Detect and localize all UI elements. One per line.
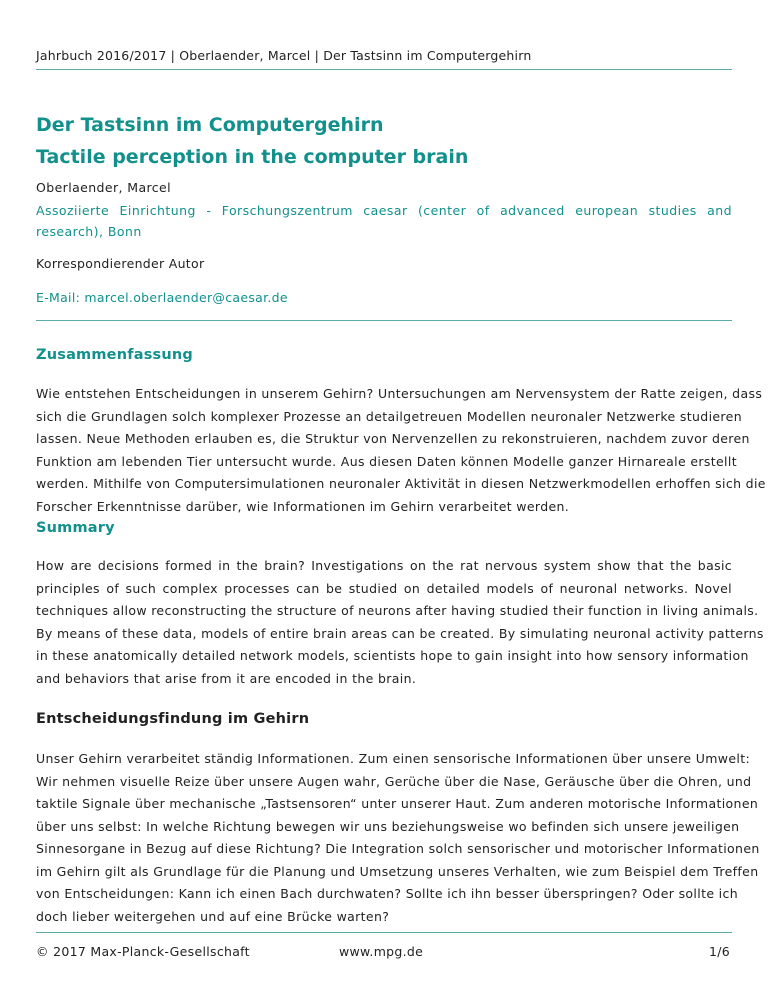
corresponding-author-label: Korrespondierender Autor: [36, 256, 205, 271]
summary-heading: Summary: [36, 520, 115, 536]
author-email-link[interactable]: E-Mail: marcel.oberlaender@caesar.de: [36, 290, 288, 305]
zusammenfassung-paragraph: [36, 383, 766, 518]
text-line: Forscher Erkenntnisse darüber, wie Informationen im Gehirn verarbeitet werden.: [36, 498, 570, 514]
text-line: Unser Gehirn verarbeitet ständig Informationen. Zum einen sensorische Informationen über unsere Umwelt:: [36, 751, 751, 766]
footer-page-number: 1/6: [708, 944, 730, 959]
text-line: in these anatomically detailed network models, scientists hope to gain insight into how sensory information: [36, 648, 749, 663]
text-line: im Gehirn gilt als Grundlage für die Planung und Umsetzung unseres Verhalten, wie zum Beispiel dem Treffen: [36, 863, 759, 879]
text-line: Funktion am lebenden Tier untersucht wurde. Aus diesen Daten können Modelle ganzer Hirnareale erstellt: [36, 453, 737, 469]
text-line: Sinnesorgane in Bezug auf diese Richtung? Die Integration solch sensorischer und motorischer Informationen: [36, 841, 760, 856]
text-line: By means of these data, models of entire brain areas can be created. By simulating neuronal activity patterns: [36, 625, 764, 641]
text-line: sich die Grundlagen solch komplexer Prozesse an detailgetreuen Modellen neuronaler Netzwerke studieren: [36, 408, 742, 424]
section-heading: Entscheidungsfindung im Gehirn: [36, 711, 310, 727]
text-line: werden. Mithilfe von Computersimulationen neuronaler Aktivität in diesen Netzwerkmodellen erhoffen sich die: [36, 476, 766, 491]
zusammenfassung-heading: Zusammenfassung: [36, 347, 194, 363]
article-title-english: Tactile perception in the computer brain: [36, 146, 469, 168]
text-line: über uns selbst: In welche Richtung bewegen wir uns beziehungsweise wo befinden sich unsere jeweiligen: [36, 818, 740, 834]
text-line: principles of such complex processes can be studied on detailed models of neuronal networks. Novel: [36, 580, 732, 596]
article-title-german: Der Tastsinn im Computergehirn: [36, 114, 384, 136]
text-line: taktile Signale über mechanische „Tastsensoren“ unter unserer Haut. Zum anderen motorische Informationen: [36, 796, 759, 811]
summary-paragraph: [36, 555, 764, 690]
text-line: Wie entstehen Entscheidungen in unserem Gehirn? Untersuchungen am Nervensystem der Ratte zeigen, dass: [36, 386, 763, 401]
text-line: von Entscheidungen: Kann ich einen Bach durchwaten? Sollte ich ihn besser überspringen? Oder sollte ich: [36, 886, 739, 901]
title-block-divider: [36, 320, 732, 321]
footer-copyright: © 2017 Max-Planck-Gesellschaft: [36, 944, 250, 959]
header-divider: [36, 69, 732, 70]
footer-divider: [36, 932, 732, 933]
text-line: and behaviors that arise from it are encoded in the brain.: [36, 670, 417, 686]
text-line: lassen. Neue Methoden erlauben es, die Struktur von Nervenzellen zu rekonstruieren, nachdem zuvor deren: [36, 431, 750, 446]
footer-website-link[interactable]: www.mpg.de: [339, 944, 424, 959]
text-line: techniques allow reconstructing the structure of neurons after having studied their function in living animals.: [36, 603, 759, 618]
text-line: Wir nehmen visuelle Reize über unsere Augen wahr, Gerüche über die Nase, Geräusche über die Ohren, und: [36, 773, 752, 789]
text-line: doch lieber weitergehen und auf eine Brücke warten?: [36, 908, 390, 924]
author-name: Oberlaender, Marcel: [36, 180, 172, 195]
author-affiliation[interactable]: Assoziierte Einrichtung - Forschungszentrum caesar (center of advanced european studies and research), Bonn: [36, 203, 732, 239]
text-line: How are decisions formed in the brain? Investigations on the rat nervous system show that the basic: [36, 558, 732, 573]
running-header: Jahrbuch 2016/2017 | Oberlaender, Marcel | Der Tastsinn im Computergehirn: [36, 48, 532, 63]
section-paragraph: [36, 748, 760, 928]
